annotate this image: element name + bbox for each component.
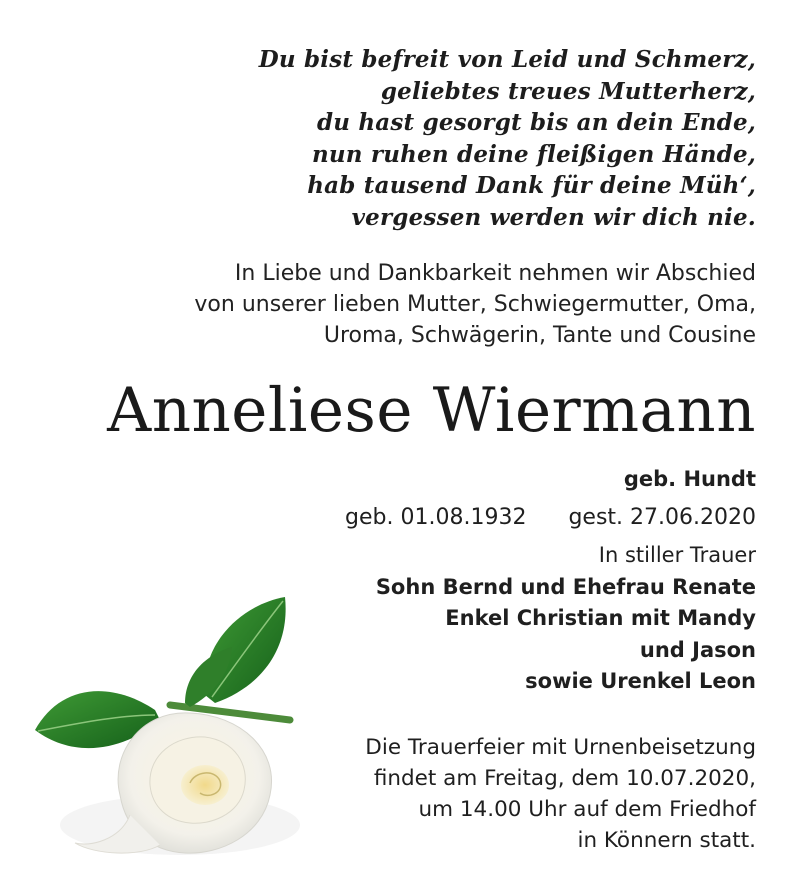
birth-date: geb. 01.08.1932	[345, 505, 527, 530]
mourner-line: und Jason	[639, 637, 756, 662]
mourner-line: sowie Urenkel Leon	[525, 669, 756, 693]
intro-line: In Liebe und Dankbarkeit nehmen wir Abschied	[234, 261, 756, 286]
poem	[259, 44, 756, 233]
poem-line: nun ruhen deine fleißigen Hände,	[311, 140, 756, 168]
mourners-heading: In stiller Trauer	[598, 543, 756, 567]
poem-line: hab tausend Dank für deine Müh‘,	[307, 172, 756, 199]
poem-line: Du bist befreit von Leid und Schmerz,	[258, 46, 756, 73]
white-rose-icon	[0, 585, 320, 889]
poem-line: du hast gesorgt bis an dein Ende,	[316, 109, 756, 136]
mourner-line: Sohn Bernd und Ehefrau Renate	[375, 574, 756, 599]
service-line: findet am Freitag, dem 10.07.2020,	[373, 766, 756, 791]
funeral-service-info	[365, 732, 756, 856]
maiden-name: geb. Hundt	[623, 467, 756, 491]
poem-line: vergessen werden wir dich nie.	[351, 203, 756, 231]
service-line: in Könnern statt.	[577, 828, 756, 853]
life-dates	[345, 503, 756, 533]
intro-line: von unserer lieben Mutter, Schwiegermutter, Oma,	[194, 292, 756, 317]
poem-line: geliebtes treues Mutterherz,	[380, 77, 756, 105]
deceased-name: Anneliese Wiermann	[107, 375, 756, 446]
intro-line: Uroma, Schwägerin, Tante und Cousine	[323, 323, 756, 348]
farewell-intro	[194, 258, 756, 351]
mourners	[376, 540, 756, 698]
mourner-line: Enkel Christian mit Mandy	[445, 606, 756, 630]
service-line: um 14.00 Uhr auf dem Friedhof	[418, 797, 756, 822]
service-line: Die Trauerfeier mit Urnenbeisetzung	[365, 735, 756, 760]
death-date: gest. 27.06.2020	[568, 505, 756, 530]
